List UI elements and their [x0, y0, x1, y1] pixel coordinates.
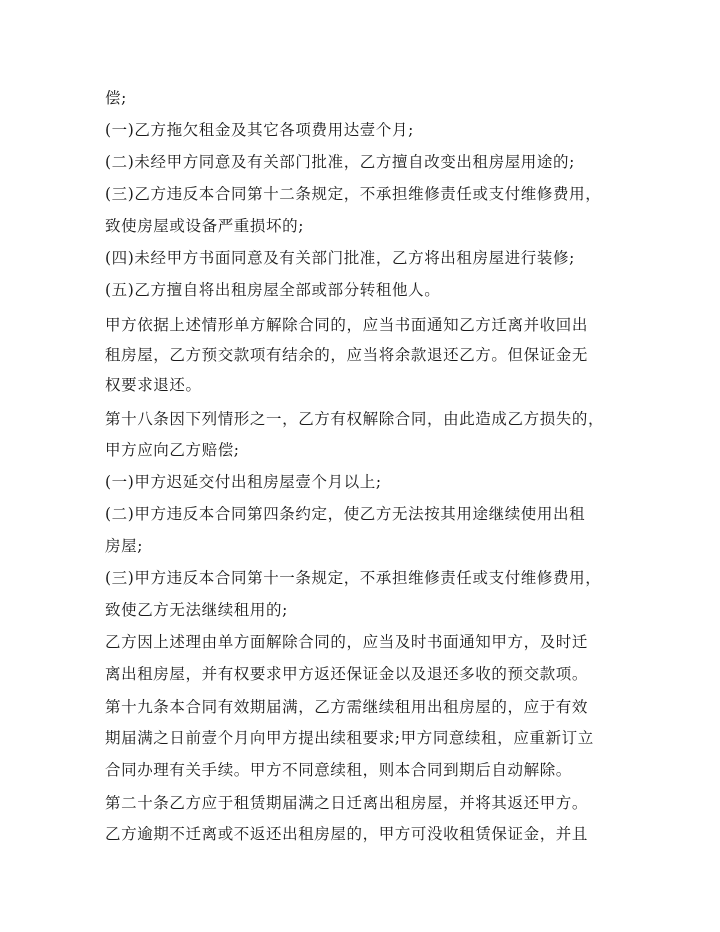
text-line: 致使房屋或设备严重损坏的;: [105, 217, 305, 235]
text-line: 第十八条因下列情形之一，乙方有权解除合同，由此造成乙方损失的，: [105, 410, 605, 428]
text-line: 乙方因上述理由单方面解除合同的，应当及时书面通知甲方，及时迁: [105, 633, 589, 651]
text-line: 甲方应向乙方赔偿;: [105, 441, 240, 459]
text-line: (三)乙方违反本合同第十二条规定，不承担维修责任或支付维修费用，: [105, 185, 602, 203]
text-line: (五)乙方擅自将出租房屋全部或部分转租他人。: [105, 281, 441, 299]
text-line: 致使乙方无法继续租用的;: [105, 601, 288, 619]
text-line: (一)甲方迟延交付出租房屋壹个月以上;: [105, 473, 382, 491]
text-line: 偿;: [105, 89, 127, 107]
text-line: 离出租房屋，并有权要求甲方返还保证金以及退还多收的预交款项。: [105, 665, 589, 683]
text-line: (四)未经甲方书面同意及有关部门批准，乙方将出租房屋进行装修;: [105, 249, 575, 267]
text-line: (二)未经甲方同意及有关部门批准，乙方擅自改变出租房屋用途的;: [105, 153, 575, 171]
text-line: 第十九条本合同有效期届满，乙方需继续租用出租房屋的，应于有效: [105, 698, 589, 716]
text-line: 合同办理有关手续。甲方不同意续租，则本合同到期后自动解除。: [105, 761, 572, 779]
text-line: 乙方逾期不迁离或不返还出租房屋的，甲方可没收租赁保证金，并且: [105, 825, 589, 843]
text-line: (二)甲方违反本合同第四条约定，使乙方无法按其用途继续使用出租: [105, 505, 586, 523]
text-line: 期届满之日前壹个月向甲方提出续租要求;甲方同意续租，应重新订立: [105, 729, 594, 747]
text-line: 第二十条乙方应于租赁期届满之日迁离出租房屋，并将其返还甲方。: [105, 794, 589, 812]
text-line: 甲方依据上述情形单方解除合同的，应当书面通知乙方迁离并收回出: [105, 316, 589, 334]
text-line: (三)甲方违反本合同第十一条规定，不承担维修责任或支付维修费用，: [105, 569, 602, 587]
text-line: 房屋;: [105, 537, 144, 555]
text-line: (一)乙方拖欠租金及其它各项费用达壹个月;: [105, 121, 414, 139]
text-line: 租房屋，乙方预交款项有结余的，应当将余款退还乙方。但保证金无: [105, 346, 589, 364]
text-line: 权要求退还。: [105, 376, 202, 394]
